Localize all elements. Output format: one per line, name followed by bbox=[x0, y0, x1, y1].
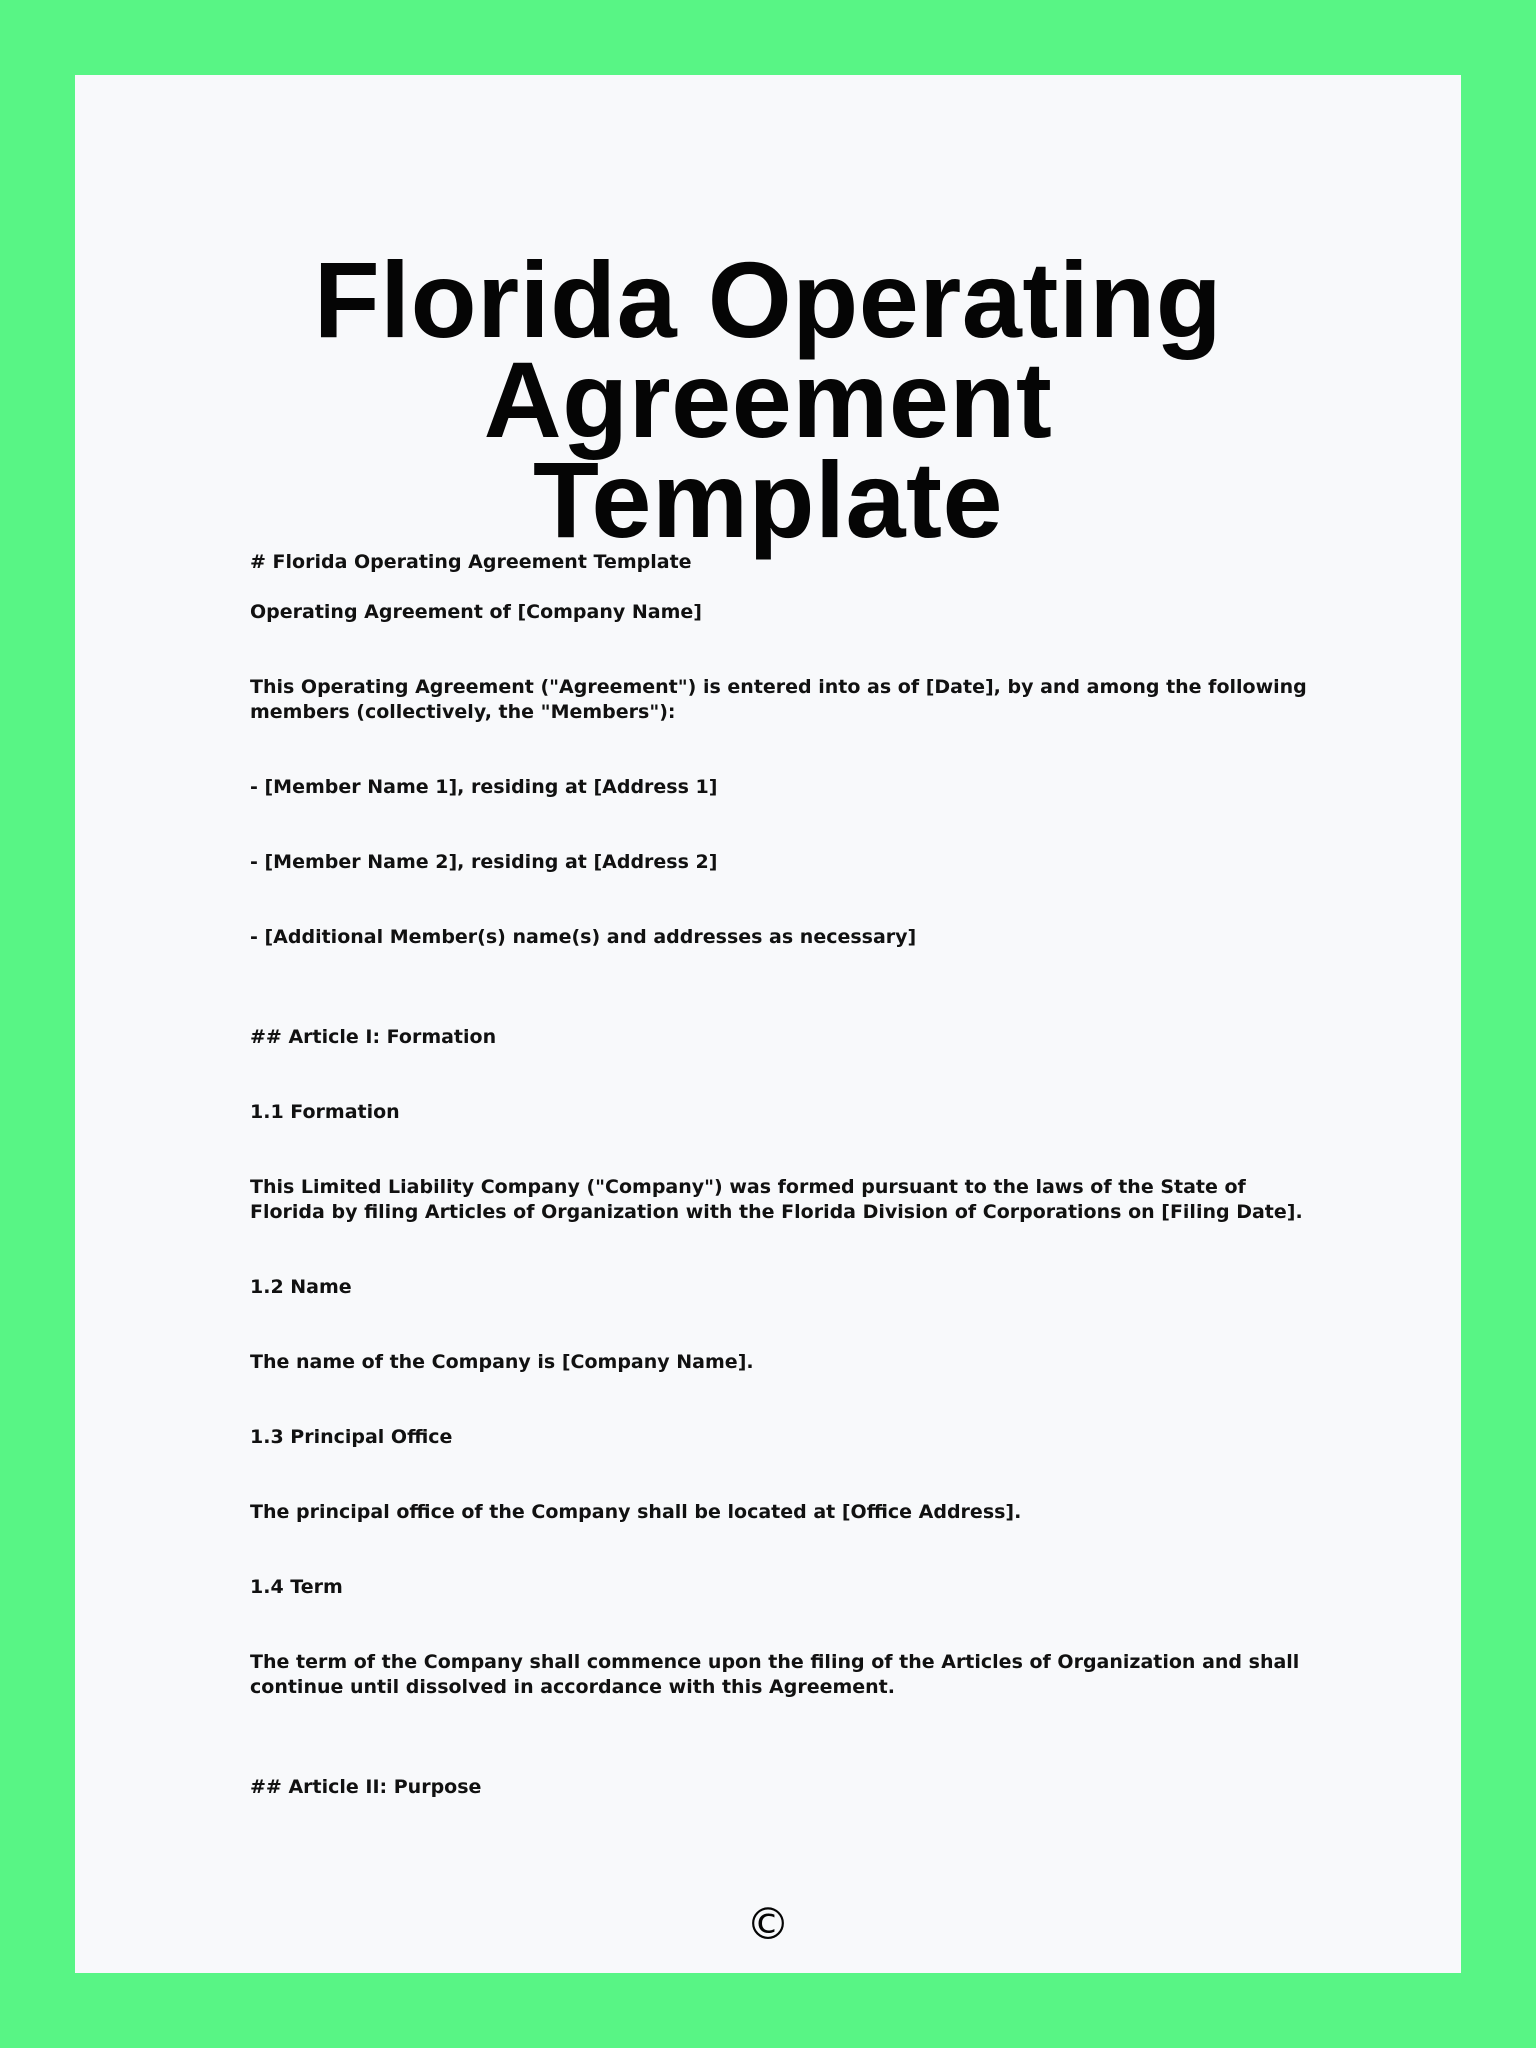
agreement-heading: Operating Agreement of [Company Name] bbox=[250, 601, 702, 623]
document-title bbox=[55, 239, 1481, 560]
article-heading: ## Article II: Purpose bbox=[250, 1776, 482, 1798]
member-list-item: - [Member Name 2], residing at [Address 2] bbox=[250, 851, 718, 873]
document-page bbox=[75, 75, 1461, 1973]
section-paragraph: The name of the Company is [Company Name]. bbox=[250, 1351, 754, 1373]
section-heading: 1.3 Principal Office bbox=[250, 1426, 453, 1448]
article-heading: ## Article I: Formation bbox=[250, 1026, 497, 1048]
section-heading: 1.2 Name bbox=[250, 1276, 352, 1298]
member-list-item: - [Additional Member(s) name(s) and addresses as necessary] bbox=[250, 926, 917, 948]
markdown-heading-line: # Florida Operating Agreement Template bbox=[250, 551, 692, 573]
section-heading: 1.4 Term bbox=[250, 1576, 343, 1598]
intro-paragraph: This Operating Agreement ("Agreement") is entered into as of [Date], by and among the following members (collectively, the "Members"): bbox=[250, 676, 1314, 723]
section-paragraph: The term of the Company shall commence upon the filing of the Articles of Organization and shall continue until dissolved in accordance with this Agreement. bbox=[250, 1651, 1306, 1698]
section-paragraph: This Limited Liability Company ("Company") was formed pursuant to the laws of the State of Florida by filing Articles of Organization with the Florida Division of Corporations on [Filing Date]. bbox=[250, 1176, 1303, 1223]
copyright-icon: © bbox=[746, 1899, 790, 1950]
title-line-2: Template bbox=[532, 439, 1004, 560]
title-line-1: Florida Operating Agreement bbox=[313, 239, 1223, 460]
section-paragraph: The principal office of the Company shall be located at [Office Address]. bbox=[250, 1501, 1022, 1523]
section-heading: 1.1 Formation bbox=[250, 1101, 400, 1123]
member-list-item: - [Member Name 1], residing at [Address 1] bbox=[250, 776, 718, 798]
